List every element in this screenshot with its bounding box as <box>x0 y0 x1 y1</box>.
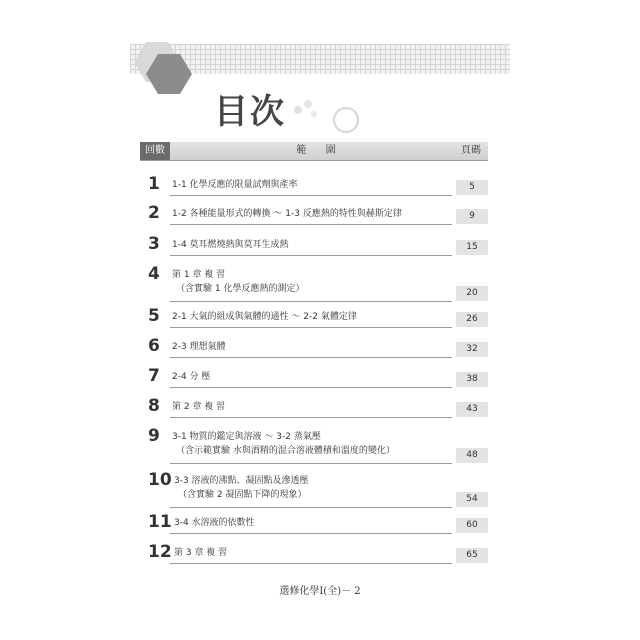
row-number: 8 <box>148 396 160 416</box>
circle-decoration-icon <box>290 90 370 140</box>
row-number: 4 <box>148 264 160 284</box>
row-subtitle: （含實驗 1 化學反應熱的測定） <box>176 284 305 294</box>
row-number: 11 <box>148 512 172 532</box>
row-page-number: 26 <box>456 312 488 327</box>
row-title: 2-4 分 壓 <box>172 372 211 382</box>
row-number: 9 <box>148 426 160 446</box>
toc-row[interactable] <box>140 304 488 328</box>
row-page-number: 48 <box>456 448 488 463</box>
toc-row[interactable] <box>140 172 488 196</box>
row-number: 3 <box>148 234 160 254</box>
row-title: 1-2 各種能量形式的轉換 ～ 1-3 反應熱的特性與赫斯定律 <box>172 209 402 219</box>
toc-row[interactable] <box>140 424 488 464</box>
row-number: 10 <box>148 470 172 490</box>
row-page-number: 54 <box>456 492 488 507</box>
toc-row[interactable] <box>140 468 488 508</box>
row-title: 3-3 溶液的沸點、凝固點及滲透壓 <box>174 476 309 486</box>
page-footer: 選修化學Ⅰ(全)－ 2 <box>279 586 361 597</box>
row-divider <box>170 255 452 256</box>
hexagon-decoration-icon <box>128 36 208 96</box>
row-title: 3-1 物質的鑑定與溶液 ～ 3-2 蒸氣壓 <box>172 432 321 442</box>
row-divider <box>170 357 452 358</box>
header-page: 頁碼 <box>461 145 481 156</box>
row-number: 2 <box>148 203 160 223</box>
row-title: 3-4 水溶液的依數性 <box>174 518 255 528</box>
row-title: 第 1 章 複 習 <box>172 270 226 280</box>
row-title: 第 3 章 複 習 <box>174 548 228 558</box>
row-page-number: 32 <box>456 342 488 357</box>
row-divider <box>170 463 452 464</box>
row-title: 1-4 莫耳燃燒熱與莫耳生成熱 <box>172 240 289 250</box>
row-number: 1 <box>148 174 160 194</box>
toc-row[interactable] <box>140 394 488 418</box>
row-page-number: 38 <box>456 372 488 387</box>
row-divider <box>170 533 452 534</box>
row-number: 12 <box>148 542 172 562</box>
toc-row[interactable] <box>140 334 488 358</box>
row-divider <box>170 301 452 302</box>
row-page-number: 60 <box>456 518 488 533</box>
row-title: 2-3 理想氣體 <box>172 342 226 352</box>
row-subtitle: （含實驗 2 凝固點下降的現象） <box>178 490 307 500</box>
row-divider <box>170 195 452 196</box>
row-divider <box>170 224 452 225</box>
toc-row[interactable] <box>140 510 488 534</box>
row-page-number: 20 <box>456 286 488 301</box>
row-title: 第 2 章 複 習 <box>172 402 226 412</box>
page-title: 目次 <box>214 92 286 132</box>
row-page-number: 43 <box>456 402 488 417</box>
row-page-number: 15 <box>456 240 488 255</box>
row-number: 5 <box>148 306 160 326</box>
row-subtitle: （含示範實驗 水與酒精的混合溶液體積和溫度的變化） <box>176 446 395 456</box>
row-divider <box>170 327 452 328</box>
row-number: 7 <box>148 366 160 386</box>
table-header <box>140 142 488 161</box>
toc-row[interactable] <box>140 540 488 564</box>
row-divider <box>170 563 452 564</box>
toc-row[interactable] <box>140 201 488 225</box>
row-page-number: 65 <box>456 548 488 563</box>
row-page-number: 9 <box>456 209 488 224</box>
toc-row[interactable] <box>140 364 488 388</box>
row-divider <box>170 387 452 388</box>
row-page-number: 5 <box>456 180 488 195</box>
header-range: 範 圍 <box>296 145 344 156</box>
row-divider <box>170 417 452 418</box>
toc-row[interactable] <box>140 262 488 302</box>
row-title: 2-1 大氣的組成與氣體的通性 ～ 2-2 氣體定律 <box>172 312 357 322</box>
row-divider <box>170 507 452 508</box>
header-num: 回數 <box>140 142 170 160</box>
toc-row[interactable] <box>140 232 488 256</box>
row-title: 1-1 化學反應的限量試劑與產率 <box>172 180 298 190</box>
row-number: 6 <box>148 336 160 356</box>
